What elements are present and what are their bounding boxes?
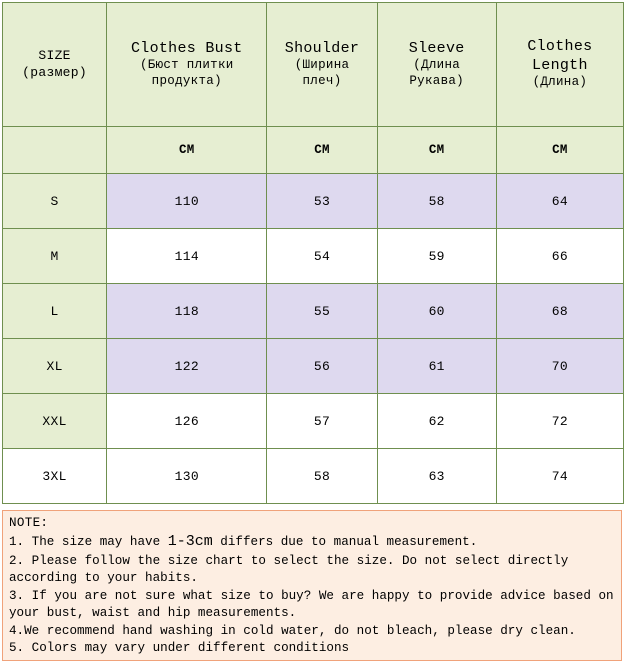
cell-length: 66 (496, 229, 623, 284)
cell-size: XL (3, 339, 107, 394)
cell-shoulder: 58 (267, 449, 377, 504)
header-sleeve-main: Sleeve (408, 39, 465, 57)
cell-shoulder: 56 (267, 339, 377, 394)
header-shoulder-sub: (Ширина плеч) (294, 58, 350, 88)
cell-bust: 126 (107, 394, 267, 449)
cell-sleeve: 62 (377, 394, 496, 449)
table-row (3, 229, 624, 284)
header-shoulder-main: Shoulder (284, 39, 360, 57)
note-line-3: 3. If you are not sure what size to buy? We are happy to provide advice based on your bust, waist and hip measurements. (9, 588, 622, 621)
cell-size: L (3, 284, 107, 339)
header-cell-length (496, 3, 623, 127)
note-line-1 (9, 532, 615, 553)
cell-length: 70 (496, 339, 623, 394)
table-row (3, 174, 624, 229)
cell-shoulder: 55 (267, 284, 377, 339)
unit-cell-bust: CM (107, 127, 267, 174)
cell-bust: 118 (107, 284, 267, 339)
cell-sleeve: 59 (377, 229, 496, 284)
header-cell-shoulder (267, 3, 377, 127)
cell-bust: 110 (107, 174, 267, 229)
table-row (3, 284, 624, 339)
cell-bust: 122 (107, 339, 267, 394)
header-length-sub: (Длина) (532, 75, 588, 90)
cell-bust: 114 (107, 229, 267, 284)
note-line-4: 4.We recommend hand washing in cold water, do not bleach, please dry clean. (9, 623, 576, 638)
table-header-row (3, 3, 624, 127)
header-bust-main: Clothes Bust (130, 39, 243, 57)
cell-length: 74 (496, 449, 623, 504)
header-cell-sleeve (377, 3, 496, 127)
cell-size: M (3, 229, 107, 284)
note-title: NOTE: (9, 516, 49, 530)
header-size-sub: (размер) (22, 64, 87, 80)
note-box (2, 510, 622, 661)
cell-size: S (3, 174, 107, 229)
header-length-main: Clothes Length (527, 37, 593, 74)
table-row (3, 394, 624, 449)
cell-length: 68 (496, 284, 623, 339)
note-line-2: 2. Please follow the size chart to select the size. Do not select directly according to your habits. (9, 554, 576, 586)
note-line-1-post: differs due to manual measurement. (212, 535, 478, 550)
header-bust-sub: (Бюст плитки продукта) (139, 58, 234, 88)
unit-cell-sleeve: CM (377, 127, 496, 174)
note-line-5: 5. Colors may vary under different conditions (9, 640, 350, 655)
unit-cell-size (3, 127, 107, 174)
size-chart-sheet (0, 2, 626, 655)
cell-bust: 130 (107, 449, 267, 504)
cell-size: 3XL (3, 449, 107, 504)
note-line-1-measure: 1-3cm (167, 533, 213, 551)
unit-cell-length: CM (496, 127, 623, 174)
cell-size: XXL (3, 394, 107, 449)
header-sleeve-sub: (Длина Рукава) (409, 58, 464, 88)
note-line-1-pre: 1. The size may have (9, 535, 168, 550)
table-row (3, 449, 624, 504)
table-unit-row (3, 127, 624, 174)
cell-shoulder: 53 (267, 174, 377, 229)
cell-sleeve: 58 (377, 174, 496, 229)
cell-length: 64 (496, 174, 623, 229)
size-chart-table (2, 2, 624, 504)
cell-sleeve: 60 (377, 284, 496, 339)
cell-sleeve: 63 (377, 449, 496, 504)
unit-cell-shoulder: CM (267, 127, 377, 174)
table-row (3, 339, 624, 394)
cell-sleeve: 61 (377, 339, 496, 394)
cell-shoulder: 54 (267, 229, 377, 284)
header-cell-bust (107, 3, 267, 127)
cell-length: 72 (496, 394, 623, 449)
header-cell-size (3, 3, 107, 127)
cell-shoulder: 57 (267, 394, 377, 449)
header-size-main: SIZE (38, 48, 71, 64)
